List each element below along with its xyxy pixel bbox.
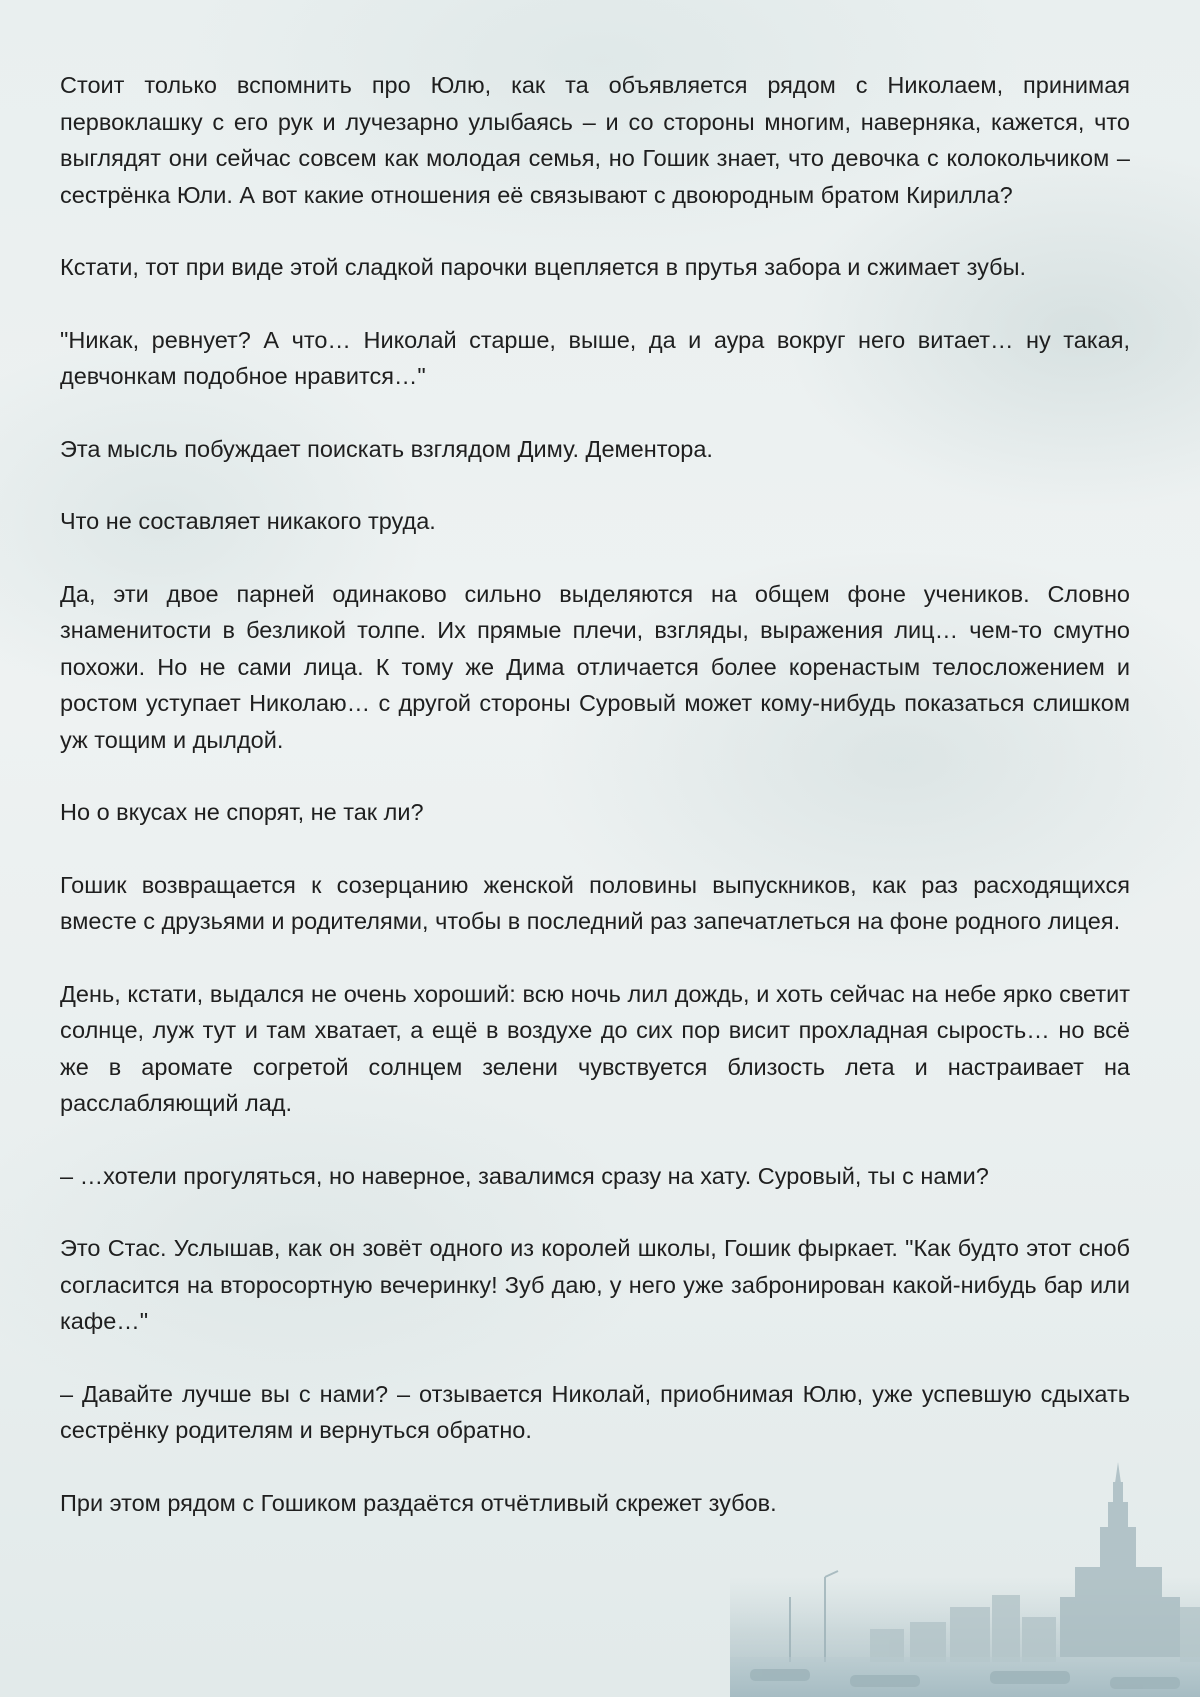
paragraph: Но о вкусах не спорят, не так ли? xyxy=(60,799,424,825)
paragraph: "Никак, ревнует? А что… Николай старше, выше, да и аура вокруг него витает… ну такая, девчонкам подобное нравится…" xyxy=(60,326,1130,389)
paragraph: – Давайте лучше вы с нами? – отзывается Николай, приобнимая Юлю, уже успевшую сдыхать сестрёнку родителям и вернуться обратно. xyxy=(60,1380,1130,1443)
paragraph: Что не составляет никакого труда. xyxy=(60,508,436,534)
paragraph: Эта мысль побуждает поискать взглядом Диму. Дементора. xyxy=(60,435,713,462)
paragraph: День, кстати, выдался не очень хороший: всю ночь лил дождь, и хоть сейчас на небе ярко светит солнце, луж тут и там хватает, а ещё в воздухе до сих пор висит прохладная сырость… но всё же в аромате согретой солнцем зелени чувствуется близость лета и настраивает на расслабляющий лад. xyxy=(60,980,1130,1116)
paragraph: Это Стас. Услышав, как он зовёт одного из королей школы, Гошик фыркает. "Как будто этот сноб согласится на второсортную вечеринку! Зуб даю, у него уже забронирован какой-нибудь бар или кафе…" xyxy=(60,1235,1130,1334)
paragraph: Стоит только вспомнить про Юлю, как та объявляется рядом с Николаем, принимая первоклашку с его рук и лучезарно улыбаясь – и со стороны многим, наверняка, кажется, что выглядят они сейчас совсем как молодая семья, но Гошик знает, что девочка с колокольчиком – сестрёнка Юли. А вот какие отношения её связывают с двоюродным братом Кирилла? xyxy=(60,72,1130,208)
text-page xyxy=(60,67,1130,1557)
paragraph: При этом рядом с Гошиком раздаётся отчётливый скрежет зубов. xyxy=(60,1489,777,1516)
paragraph: Да, эти двое парней одинаково сильно выделяются на общем фоне учеников. Словно знаменитости в безликой толпе. Их прямые плечи, взгляды, выражения лиц… чем-то смутно похожи. Но не сами лица. К тому же Дима отличается более коренастым телосложением и ростом уступает Николаю… с другой стороны Суровый может кому-нибудь показаться слишком уж тощим и дылдой. xyxy=(60,580,1130,753)
paragraph: Кстати, тот при виде этой сладкой парочки вцепляется в прутья забора и сжимает зубы. xyxy=(60,254,1027,280)
paragraph: Гошик возвращается к созерцанию женской половины выпускников, как раз расходящихся вместе с друзьями и родителями, чтобы в последний раз запечатлеться на фоне родного лицея. xyxy=(60,871,1130,934)
paragraph: – …хотели прогуляться, но наверное, завалимся сразу на хату. Суровый, ты с нами? xyxy=(60,1162,989,1189)
